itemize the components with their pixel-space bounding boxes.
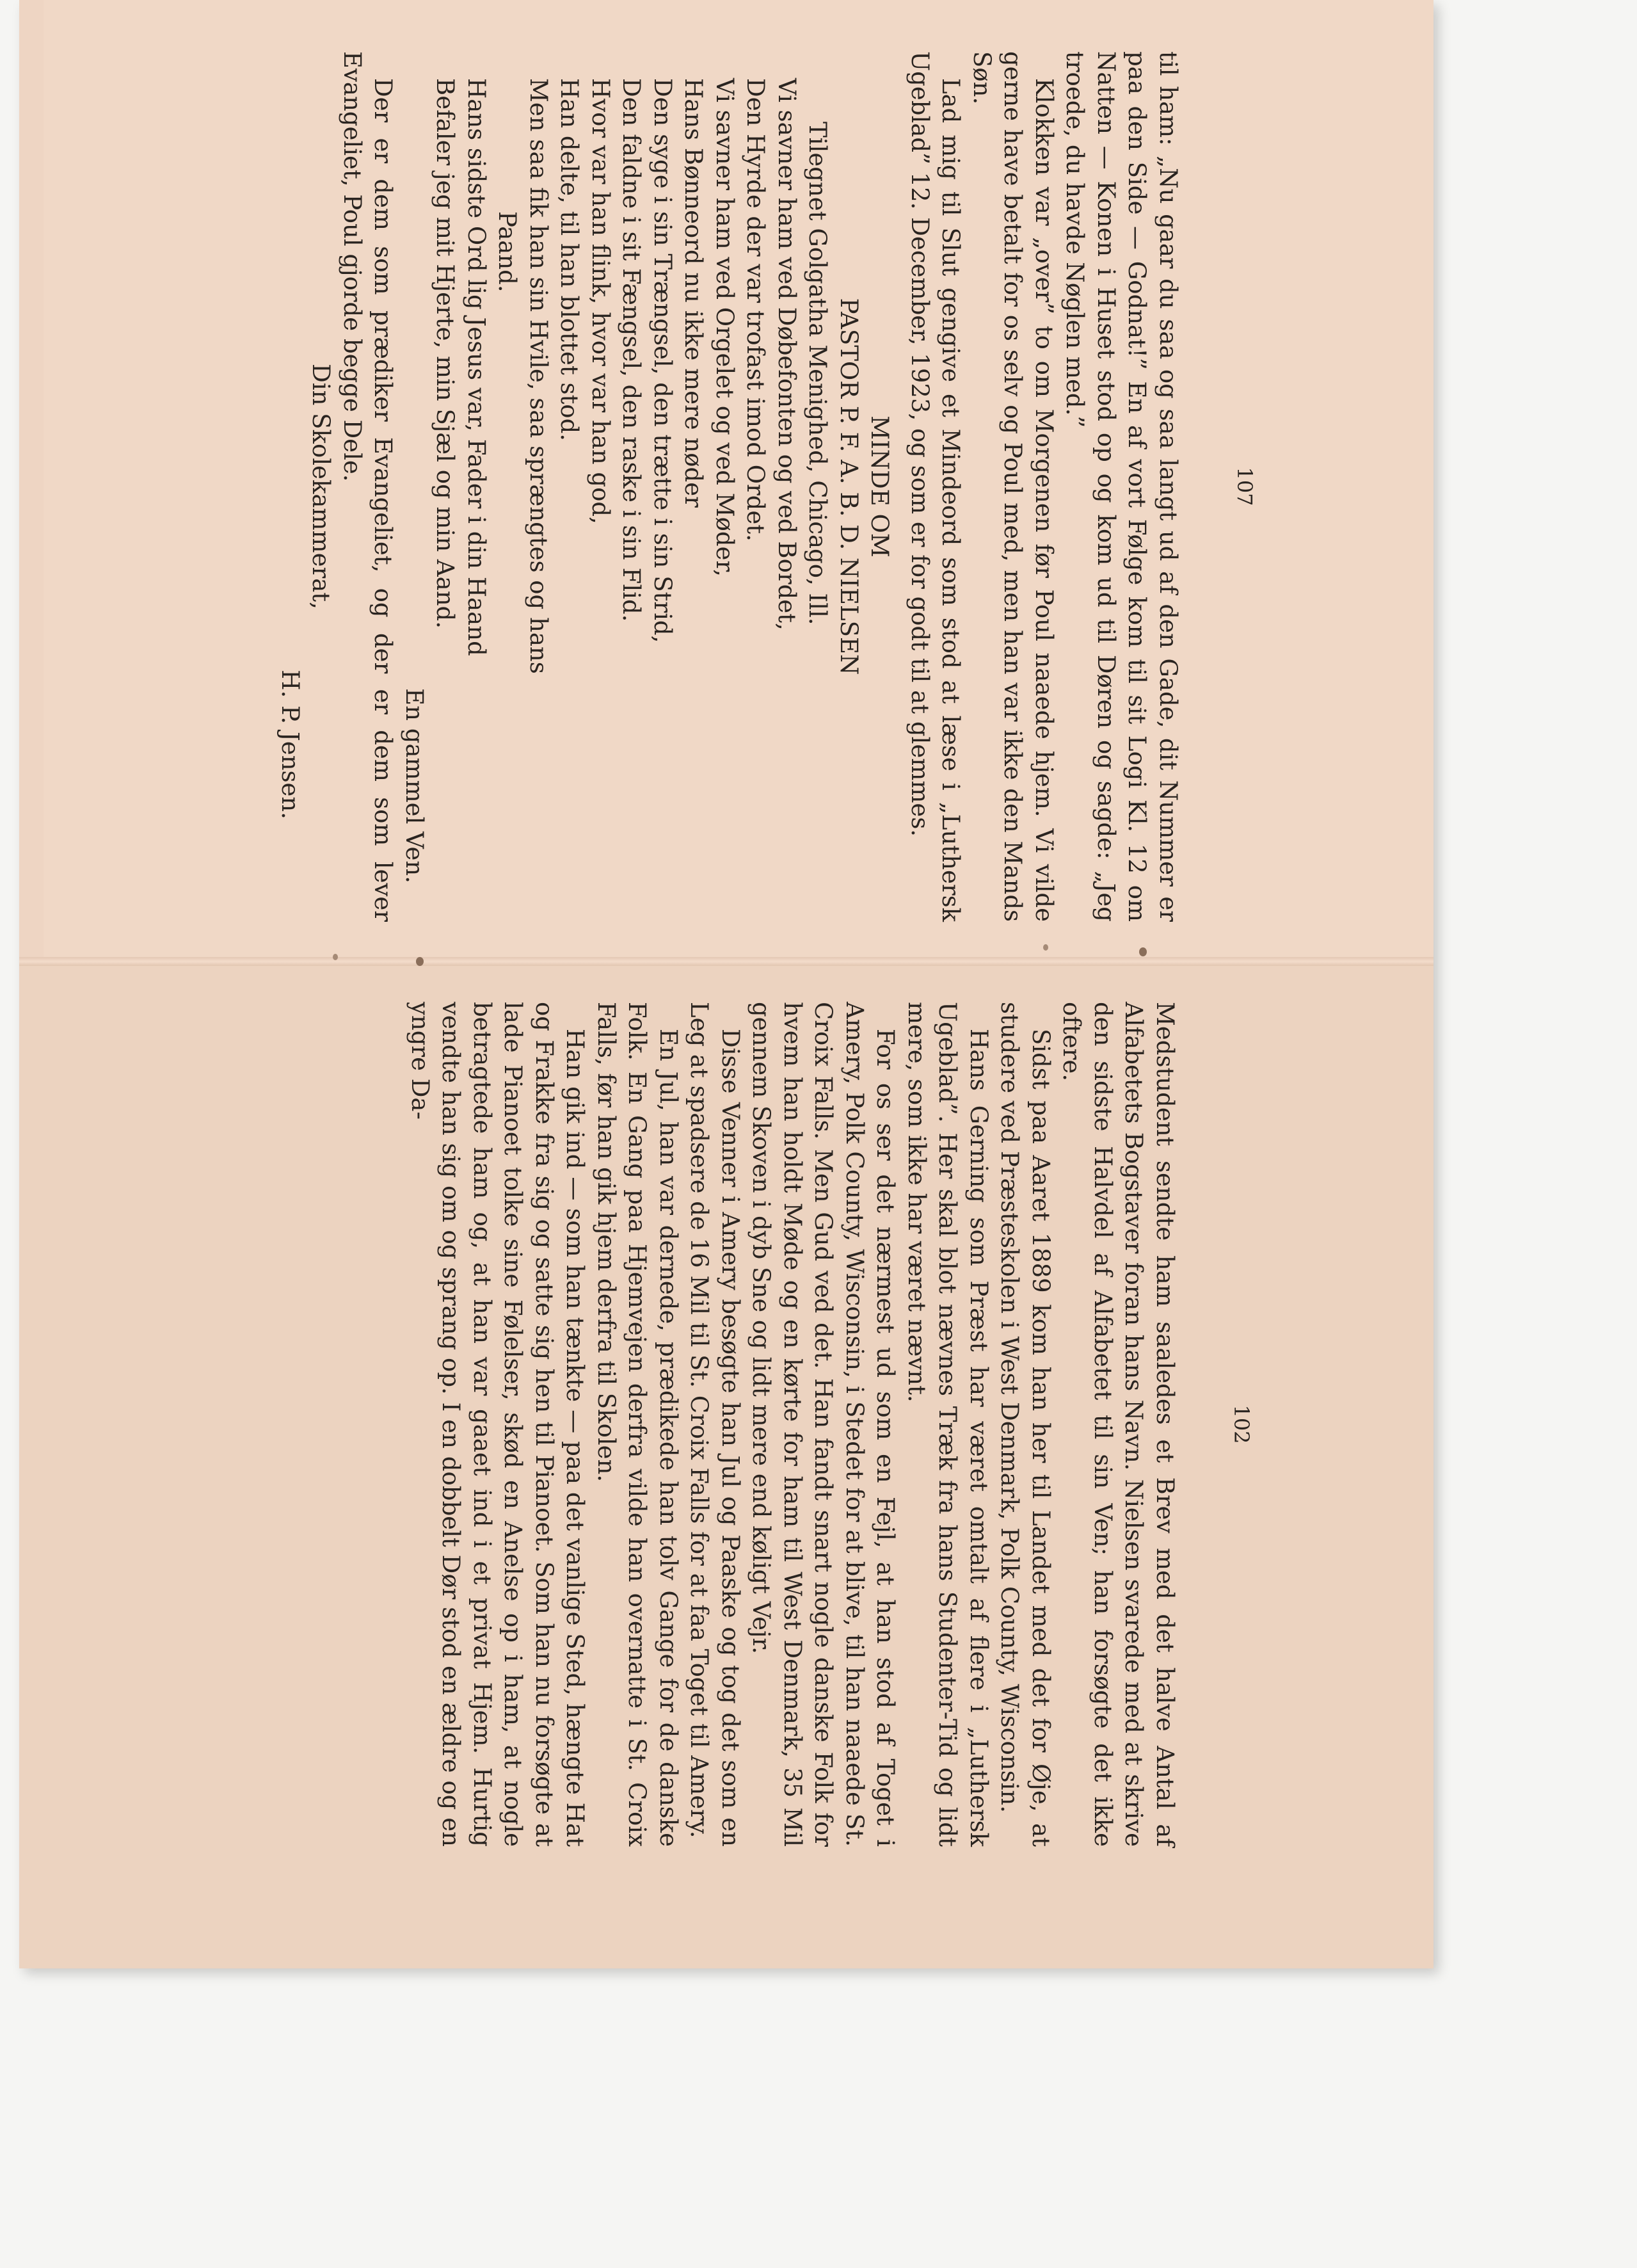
poem-line: Hans sidste Ord lig Jesus var, Fader i din Haand	[463, 78, 490, 656]
poem-line: Hans Bønneord nu ikke mere nøder	[680, 78, 708, 508]
memorial-title: PASTOR P. F. A. B. D. NIELSEN	[835, 298, 863, 675]
staple-hole	[416, 957, 424, 966]
staple-hole	[1043, 944, 1048, 951]
paragraph: For os ser det nærmest ud som en Fejl, at han stod af Toget i Amery, Polk County, Wisconsin, i Stedet for at blive, til han naaede St. Croix Falls. Men Gud ved det. Han fandt snart nogle danske Folk for hvem han holdt Møde og en kørte for ham til West Denmark, 35 Mil gennem Skoven i dyb Sne og lidt mere end køligt Vejr.	[747, 1002, 900, 1847]
paragraph: Disse Venner i Amery besøgte han Jul og Paaske og tog det som en Leg at spadsere de 16 Mil til St. Croix Falls for at faa Toget til Amery.	[685, 1002, 744, 1847]
poem-line: Han delte, til han blottet stod.	[555, 78, 584, 442]
poem-line-continuation: Paand.	[493, 211, 522, 293]
page-102	[404, 1002, 1255, 1847]
staple-hole	[333, 954, 338, 960]
staple-hole	[1139, 947, 1147, 956]
poem-line: Vi savner ham ved Døbefonten og ved Bordet,	[773, 78, 801, 631]
paragraph: Han gik ind — som han tænkte — paa det vanlige Sted, hængte Hat og Frakke fra sig og satte sig hen til Pianoet. Som han nu forsøgte at lade Pianoet tolke sine Følelser, skød en Anelse op i ham, at nogle betragtede ham og, at han var gaaet ind i et privat Hjem. Hurtig vendte han sig om og sprang op. I en dobbelt Dør stod en ældre og en yngre Da-	[406, 1002, 589, 1847]
poem-line: Befaler jeg mit Hjerte, min Sjæl og min Aand.	[431, 78, 459, 629]
poem-line: Hvor var han flink, hvor var han god,	[587, 78, 614, 524]
page-107	[275, 51, 1258, 922]
memorial-heading: MINDE OM	[866, 415, 894, 558]
poem-line: Den faldne i sit Fængsel, den raske i sin Flid.	[618, 78, 646, 622]
salutation: Din Skolekammerat,	[307, 364, 335, 609]
paragraph: til ham: „Nu gaar du saa og saa langt ud af den Gade, dit Nummer er paa den Side — Godnat!” En af vort Følge kom til sit Logi Kl. 12 om Natten — Konen i Huset stod op og kom ud til Døren og sagde: „Jeg troede, du havde Nøglen med.”	[1061, 51, 1182, 922]
paragraph: Lad mig til Slut gengive et Mindeord som stod at læse i „Luthersk Ugeblad” 12. December, 1923, og som er for godt til at glemmes.	[906, 51, 965, 922]
paragraph: Der er dem som prædiker Evangeliet, og der er dem som lever Evangeliet, Poul gjorde begge Dele.	[339, 51, 397, 922]
paragraph: Klokken var „over” to om Morgenen før Poul naaede hjem. Vi vilde gerne have betalt for os selv og Poul med, men han var ikke den Mands Søn.	[968, 51, 1058, 922]
page-number: 107	[1233, 467, 1257, 506]
page-number: 102	[1229, 1404, 1254, 1444]
paragraph: Hans Gerning som Præst har været omtalt af flere i „Luthersk Ugeblad”. Her skal blot nævnes Træk fra hans Studenter-Tid og lidt mere, som ikke har været nævnt.	[903, 1002, 993, 1847]
paragraph: En Jul, han var dernede, prædikede han tolv Gange for de danske Folk. En Gang paa Hjemvejen derfra vilde han overnatte i St. Croix Falls, før han gik hjem derfra til Skolen.	[593, 1002, 682, 1847]
poem-line: Den syge i sin Trængsel, den trætte i sin Strid,	[649, 78, 676, 643]
poem-line: Men saa fik han sin Hvile, saa sprængtes og hans	[525, 78, 552, 674]
paragraph: Sidst paa Aaret 1889 kom han her til Landet med det for Øje, at studere ved Præsteskolen i West Denmark, Polk County, Wisconsin.	[996, 1002, 1055, 1847]
signature: H. P. Jensen.	[276, 670, 304, 819]
poem-line: Vi savner ham ved Orgelet og ved Møder,	[711, 78, 739, 577]
poem-line: Den Hyrde der var trofast imod Ordet.	[742, 78, 770, 542]
poem-signature: En gammel Ven.	[401, 688, 428, 883]
center-fold	[19, 957, 1433, 966]
dedication: Tilegnet Golgatha Menighed, Chicago, Ill.	[804, 122, 832, 625]
paragraph: Medstudent sendte ham saaledes et Brev med det halve Antal af Alfabetets Bogstaver foran hans Navn. Nielsen svarede med at skrive den sidste Halvdel af Alfabetet til sin Ven; han forsøgte det ikke oftere.	[1058, 1002, 1179, 1847]
